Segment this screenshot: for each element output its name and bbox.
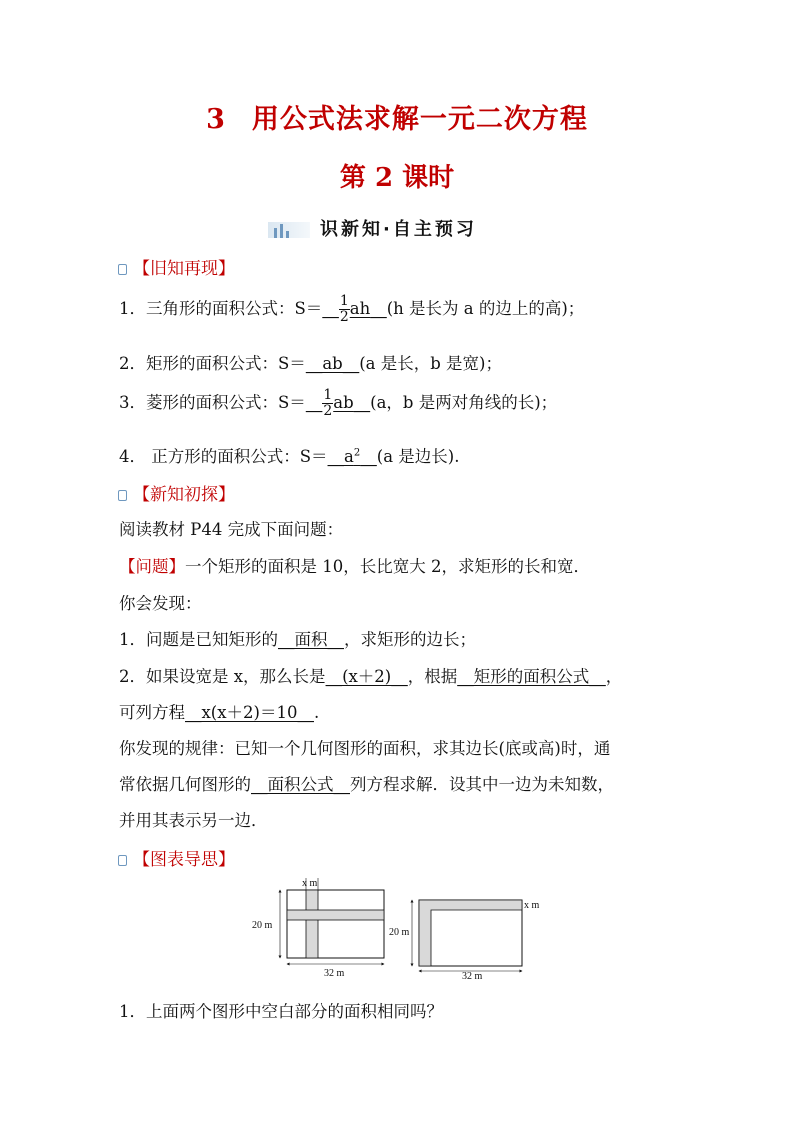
right-x-label: x m	[524, 900, 540, 911]
review-line-1: 1．三角形的面积公式：S＝__ $\frac{1}{2}$ ah__(h 是长为 a 的边上的高)；	[119, 293, 585, 325]
review-line-2: 2．矩形的面积公式：S＝__ab__(a 是长，b 是宽)；	[119, 354, 502, 373]
review-line-3: 3．菱形的面积公式：S＝__ $\frac{1}{2}$ ab__(a，b 是两对角线的长)；	[119, 387, 558, 419]
explore-q1: 1．问题是已知矩形的__面积__，求矩形的边长；	[119, 630, 476, 649]
explore-q2: 2．如果设宽是 x，那么长是__(x＋2)__，根据__矩形的面积公式__，	[119, 667, 623, 686]
bookmark-icon	[118, 855, 127, 866]
right-figure	[389, 900, 540, 980]
title-number: 3	[206, 104, 226, 135]
section-review	[118, 254, 235, 279]
section-banner	[268, 214, 508, 242]
section-explore-label: 【新知初探】	[133, 485, 235, 505]
explore-q2b: 可列方程__x(x＋2)＝10__.	[119, 703, 320, 722]
section-chart	[118, 845, 235, 870]
bookmark-icon	[118, 490, 127, 501]
section-review-label: 【旧知再现】	[133, 259, 235, 279]
rule-line-1: 你发现的规律：已知一个几何图形的面积，求其边长(底或高)时，通	[119, 739, 611, 758]
left-figure	[252, 878, 384, 979]
lesson-title: 第 2 课时	[339, 163, 455, 193]
problem-line: 【问题】一个矩形的面积是 10，长比宽大 2，求矩形的长和宽．	[119, 557, 590, 576]
banner-text: 识新知·自主预习	[320, 219, 477, 240]
question-line: 1．上面两个图形中空白部分的面积相同吗？	[119, 1002, 443, 1021]
section-explore	[118, 480, 235, 505]
explore-intro: 阅读教材 P44 完成下面问题：	[119, 520, 344, 539]
vertical-road	[306, 890, 318, 958]
left-x-label: x m	[302, 878, 318, 889]
section-chart-label: 【图表导思】	[133, 850, 235, 870]
horizontal-road	[287, 910, 384, 920]
rule-line-2: 常依据几何图形的__面积公式__列方程求解．设其中一边为未知数，	[119, 775, 614, 794]
bookmark-icon	[118, 264, 127, 275]
right-height-label: 20 m	[389, 927, 410, 938]
right-width-label: 32 m	[462, 971, 483, 980]
page-title	[0, 97, 794, 136]
title-text: 用公式法求解一元二次方程	[251, 104, 588, 135]
rule-line-3: 并用其表示另一边．	[119, 811, 268, 830]
banner-decoration-icon	[268, 222, 310, 238]
review-line-4: 4． 正方形的面积公式：$S=\_\_a^2\_\_(a$ 是边长).	[119, 447, 460, 466]
find-line: 你会发现：	[119, 594, 202, 613]
fraction-half: $\frac{1}{2}$	[323, 387, 333, 419]
left-width-label: 32 m	[324, 968, 345, 979]
left-height-label: 20 m	[252, 920, 273, 931]
fraction-half: $\frac{1}{2}$	[339, 293, 349, 325]
area-figures	[250, 872, 550, 980]
